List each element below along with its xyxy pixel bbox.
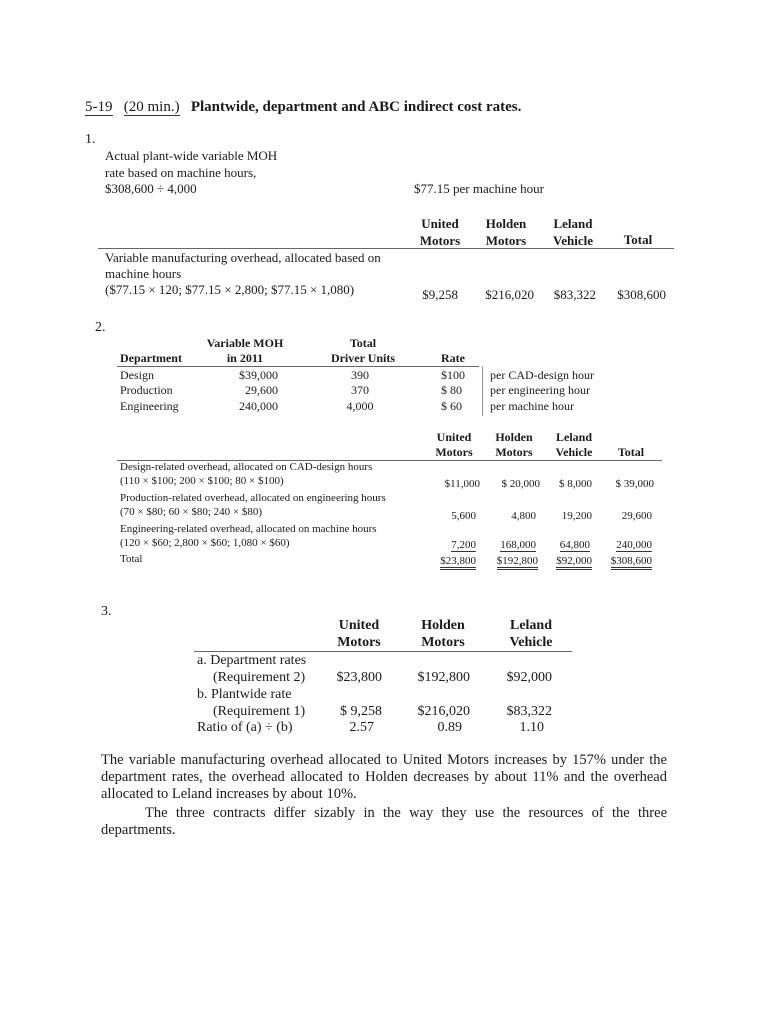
- part3-ratio-label: Ratio of (a) ÷ (b): [197, 720, 293, 735]
- dept-production-units: 370: [351, 383, 369, 397]
- conclusion-paragraph-2: The three contracts differ sizably in the way they use the resources of the three departments.: [101, 805, 667, 838]
- part3-header-leland: Leland Vehicle: [509, 618, 553, 650]
- part1-header-leland: Leland Vehicle: [553, 216, 593, 248]
- part2-dept-divider: [117, 366, 479, 367]
- part1-header-united: United Motors: [419, 216, 461, 248]
- part2-alloc-header-united: United Motors: [435, 430, 473, 459]
- alloc-engineering-label-1: Engineering-related overhead, allocated on machine hours: [120, 523, 377, 535]
- part1-value-leland: $83,322: [553, 287, 596, 302]
- dept-engineering-rate: $ 60: [441, 399, 462, 413]
- part1-row-label-2: machine hours: [105, 266, 182, 281]
- dept-design-units: 390: [351, 368, 369, 382]
- alloc-production-label-1: Production-related overhead, allocated on engineering hours: [120, 492, 386, 504]
- part3-divider: [194, 651, 572, 652]
- conclusion-paragraph-1: The variable manufacturing overhead allocated to United Motors increases by 157% under the department rates, the overhead allocated to Holden decreases by about 11% and the overhead allocated to Leland increases by about 10%.: [101, 752, 667, 802]
- part2-header-department: Department: [120, 351, 182, 365]
- part1-desc-line2: rate based on machine hours,: [105, 165, 257, 180]
- part1-row-label-1: Variable manufacturing overhead, allocated based on: [105, 250, 381, 265]
- alloc-production-leland: 19,200: [561, 510, 592, 522]
- part3-row-a-label: a. Department rates: [197, 653, 307, 668]
- dept-production-moh: 29,600: [245, 383, 278, 397]
- part1-value-united: $9,258: [422, 287, 458, 302]
- part3-req2-leland: $92,000: [506, 670, 552, 685]
- part1-row-label-3: ($77.15 × 120; $77.15 × 2,800; $77.15 × 1,080): [105, 282, 355, 297]
- alloc-engineering-holden: 168,000: [500, 539, 536, 551]
- alloc-total-holden: $192,800: [484, 555, 538, 567]
- alloc-design-label-2: (110 × $100; 200 × $100; 80 × $100): [120, 475, 284, 487]
- part1-header-holden: Holden Motors: [485, 216, 527, 248]
- alloc-production-united: 5,600: [451, 510, 476, 522]
- part1-value-total: $308,600: [617, 287, 666, 302]
- part1-header-total: Total: [623, 232, 653, 247]
- part3-req2-united: $23,800: [336, 670, 382, 685]
- dept-design-rate: $100: [441, 368, 465, 382]
- dept-production-basis: per engineering hour: [490, 383, 590, 397]
- part3-req2-holden: $192,800: [417, 670, 470, 685]
- alloc-engineering-label-2: (120 × $60; 2,800 × $60; 1,080 × $60): [120, 537, 290, 549]
- dept-design-basis: per CAD-design hour: [490, 368, 594, 382]
- part2-header-moh: Variable MOH in 2011: [206, 336, 284, 365]
- alloc-total-leland: $92,000: [542, 555, 592, 567]
- part1-divider: [98, 248, 674, 249]
- part1-value-holden: $216,020: [485, 287, 534, 302]
- dept-production-name: Production: [120, 383, 173, 397]
- part3-req1-leland: $83,322: [506, 704, 552, 719]
- dept-engineering-units: 4,000: [346, 399, 374, 413]
- alloc-engineering-total: 240,000: [616, 539, 652, 551]
- alloc-production-total: 29,600: [621, 510, 652, 522]
- alloc-design-leland: $ 8,000: [559, 478, 592, 490]
- part1-number: 1.: [85, 132, 96, 147]
- part1-desc-line1: Actual plant-wide variable MOH: [105, 148, 278, 163]
- alloc-production-label-2: (70 × $80; 60 × $80; 240 × $80): [120, 506, 263, 518]
- part3-row-b-label: b. Plantwide rate: [197, 687, 292, 702]
- dept-design-name: Design: [120, 368, 154, 382]
- part2-alloc-header-holden: Holden Motors: [495, 430, 533, 459]
- part2-alloc-header-leland: Leland Vehicle: [555, 430, 593, 459]
- problem-heading: [85, 99, 521, 116]
- part2-number: 2.: [95, 320, 106, 335]
- alloc-engineering-united: 7,200: [451, 539, 476, 551]
- part3-header-united: United Motors: [337, 618, 381, 650]
- part3-header-holden: Holden Motors: [421, 618, 465, 650]
- problem-number: 5-19: [85, 99, 113, 115]
- part3-row-req1-label: (Requirement 1): [213, 704, 306, 719]
- alloc-design-label-1: Design-related overhead, allocated on CAD-design hours: [120, 461, 373, 473]
- problem-time: (20 min.): [123, 99, 180, 115]
- part3-ratio-leland: 1.10: [519, 720, 544, 735]
- part3-ratio-united: 2.57: [349, 720, 374, 735]
- part2-rate-separator: [482, 366, 483, 416]
- dept-engineering-moh: 240,000: [239, 399, 278, 413]
- part3-req1-holden: $216,020: [417, 704, 470, 719]
- alloc-total-united: $23,800: [424, 555, 476, 567]
- alloc-design-holden: $ 20,000: [501, 478, 540, 490]
- alloc-total-total: $308,600: [598, 555, 652, 567]
- alloc-design-united: $11,000: [444, 478, 480, 490]
- problem-title: Plantwide, department and ABC indirect cost rates.: [190, 99, 522, 115]
- part3-row-req2-label: (Requirement 2): [213, 670, 306, 685]
- dept-production-rate: $ 80: [441, 383, 462, 397]
- part2-alloc-header-total: Total: [617, 445, 645, 459]
- part2-header-driver: Total Driver Units: [330, 336, 396, 365]
- part2-header-rate: Rate: [441, 351, 465, 365]
- part3-req1-united: $ 9,258: [340, 704, 382, 719]
- dept-engineering-name: Engineering: [120, 399, 179, 413]
- part1-desc-line3: $308,600 ÷ 4,000: [105, 181, 197, 196]
- dept-engineering-basis: per machine hour: [490, 399, 574, 413]
- alloc-production-holden: 4,800: [511, 510, 536, 522]
- part1-rate: $77.15 per machine hour: [414, 181, 544, 196]
- part3-ratio-holden: 0.89: [437, 720, 462, 735]
- alloc-engineering-leland: 64,800: [559, 539, 590, 551]
- alloc-design-total: $ 39,000: [615, 478, 654, 490]
- part3-number: 3.: [101, 604, 112, 619]
- alloc-total-label: Total: [120, 553, 143, 565]
- dept-design-moh: $39,000: [239, 368, 278, 382]
